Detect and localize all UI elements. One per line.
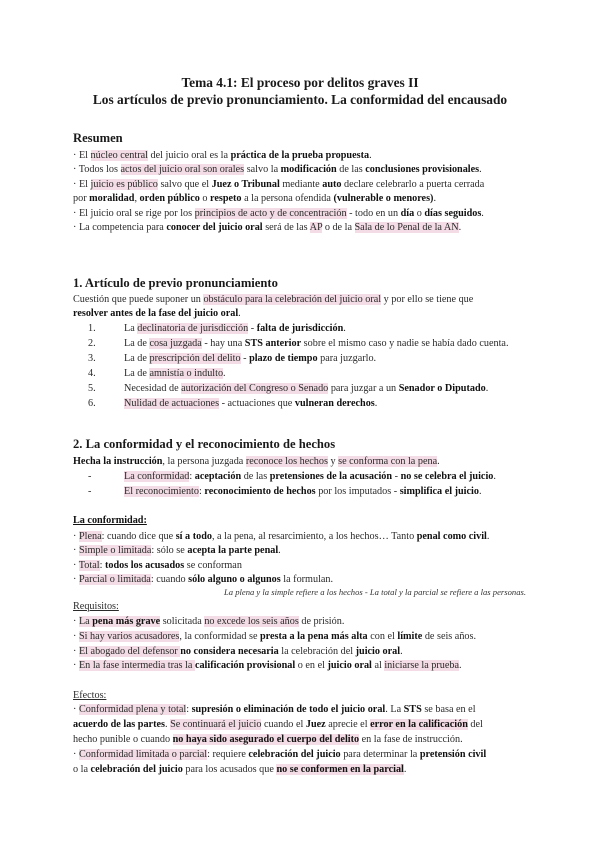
resumen-bullet: · El núcleo central del juicio oral es la práctica de la prueba propuesta. — [73, 150, 372, 161]
resumen-bullet: por moralidad, orden público o respeto a la persona ofendida (vulnerable o menores). — [73, 193, 436, 204]
resumen-bullet: · La competencia para conocer del juicio oral será de las AP o de la Sala de lo Penal de la AN. — [73, 222, 462, 233]
conformidad-item: · Parcial o limitada: cuando sólo alguno o algunos la formulan. — [73, 574, 334, 585]
document-title: Tema 4.1: El proceso por delitos graves II — [181, 75, 419, 90]
list-item: 5. Necesidad de autorización del Congreso o Senado para juzgar a un Senador o Diputado. — [88, 383, 489, 394]
list-item: 3. La de prescripción del delito - plazo de tiempo para juzgarlo. — [88, 353, 377, 364]
conformidad-heading: La conformidad: — [73, 515, 147, 526]
efecto-item: acuerdo de las partes. Se continuará el juicio cuando el Juez aprecie el error en la calificación del — [73, 719, 483, 730]
efecto-item: o la celebración del juicio para los acusados que no se conformen en la parcial. — [73, 764, 407, 775]
efecto-item: · Conformidad plena y total: supresión o eliminación de todo el juicio oral. La STS se basa en el — [73, 704, 476, 715]
list-item: 1. La declinatoria de jurisdicción - falta de jurisdicción. — [88, 323, 346, 334]
requisito-item: · La pena más grave solicitada no excede los seis años de prisión. — [73, 616, 345, 627]
note: La plena y la simple refiere a los hechos - La total y la parcial se refiere a las personas. — [223, 587, 526, 597]
efecto-item: · Conformidad limitada o parcial: requiere celebración del juicio para determinar la pretensión civil — [73, 749, 487, 760]
requisitos-heading: Requisitos: — [73, 601, 119, 612]
section1-intro: resolver antes de la fase del juicio oral. — [73, 308, 241, 319]
conformidad-item: · Simple o limitada: sólo se acepta la parte penal. — [73, 545, 281, 556]
resumen-heading: Resumen — [73, 131, 123, 145]
document-subtitle: Los artículos de previo pronunciamiento. La conformidad del encausado — [92, 92, 508, 107]
requisito-item: · En la fase intermedia tras la calificación provisional o en el juicio oral al iniciarse la prueba. — [73, 660, 462, 671]
section1-heading: 1. Artículo de previo pronunciamiento — [73, 276, 278, 290]
resumen-bullet: · Todos los actos del juicio oral son orales salvo la modificación de las conclusiones provisionales. — [73, 164, 482, 175]
list-item: 4. La de amnistía o indulto. — [88, 368, 226, 379]
resumen-bullet: · El juicio es público salvo que el Juez o Tribunal mediante auto declare celebrarlo a puerta cerrada — [73, 179, 485, 190]
efectos-heading: Efectos: — [73, 690, 107, 701]
conformidad-item: · Plena: cuando dice que sí a todo, a la pena, al resarcimiento, a los hechos… Tanto penal como civil. — [73, 531, 490, 542]
section1-intro: Cuestión que puede suponer un obstáculo para la celebración del juicio oral y por ello se tiene que — [73, 294, 474, 305]
requisito-item: · El abogado del defensor no considera necesaria la celebración del juicio oral. — [73, 646, 403, 657]
section2-heading: 2. La conformidad y el reconocimiento de hechos — [73, 437, 336, 451]
efecto-item: hecho punible o cuando no haya sido asegurado el cuerpo del delito en la fase de instrucción. — [73, 734, 463, 745]
list-item: 2. La de cosa juzgada - hay una STS anterior sobre el mismo caso y nadie se había dado cuenta. — [88, 338, 509, 349]
section2-intro: Hecha la instrucción, la persona juzgada reconoce los hechos y se conforma con la pena. — [73, 456, 440, 467]
conformidad-item: · Total: todos los acusados se conforman — [73, 560, 242, 571]
dash-item: - La conformidad: aceptación de las pretensiones de la acusación - no se celebra el juicio. — [88, 471, 496, 482]
requisito-item: · Si hay varios acusadores, la conformidad se presta a la pena más alta con el límite de seis años. — [73, 631, 477, 642]
list-item: 6. Nulidad de actuaciones - actuaciones que vulneran derechos. — [88, 398, 378, 409]
dash-item: - El reconocimiento: reconocimiento de hechos por los imputados - simplifica el juicio. — [88, 486, 482, 497]
resumen-bullet: · El juicio oral se rige por los principios de acto y de concentración - todo en un día o días seguidos. — [73, 208, 484, 219]
